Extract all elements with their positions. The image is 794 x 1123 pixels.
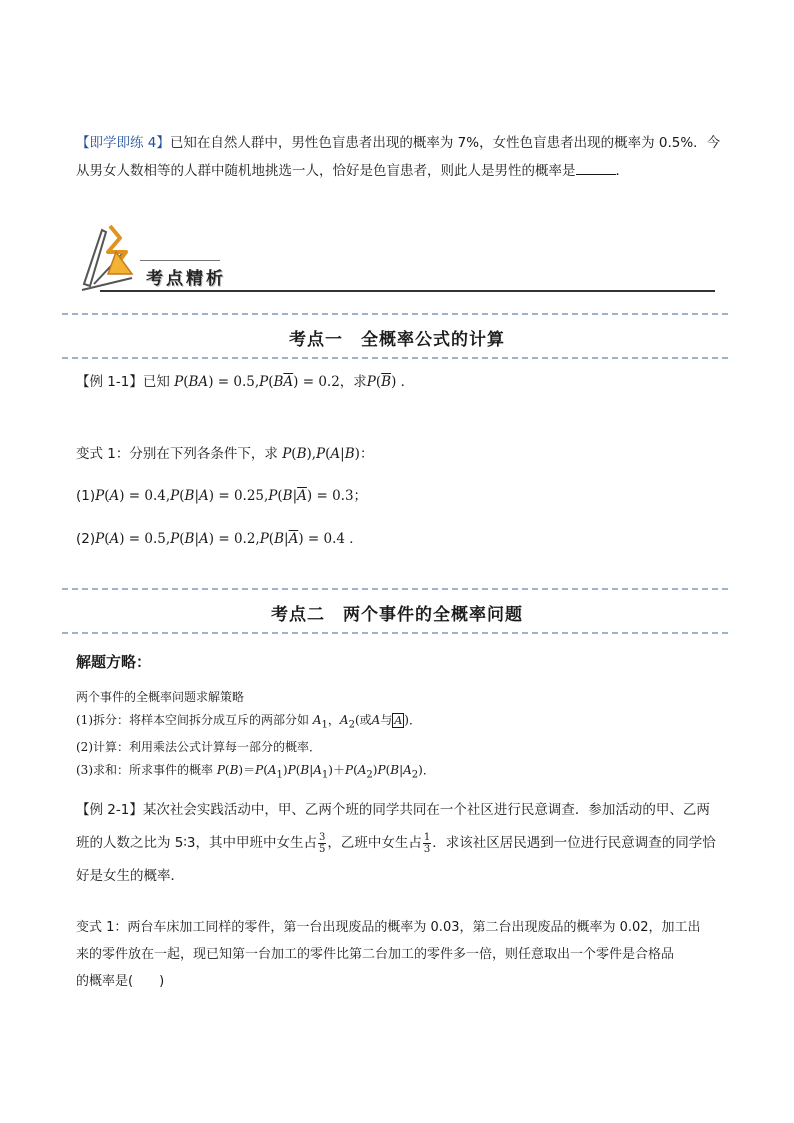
example-2-1-line-1: 【例 2-1】某次社会实践活动中，甲、乙两个班的同学共同在一个社区进行民意调查．参加活动的甲、乙两 [76, 802, 710, 818]
dashed-divider [62, 632, 728, 634]
example-2-1-line-3: 好是女生的概率． [76, 868, 184, 884]
dashed-divider [62, 357, 728, 359]
practice-text-2: 从男女人数相等的人群中随机地挑选一人，恰好是色盲患者，则此人是男性的概率是 [76, 163, 576, 179]
formula: $P(A) = 0.5,P(B|A) = 0.2,P(B|\overline{A}) = 0.4$ [95, 531, 345, 547]
tools-icon [80, 222, 140, 294]
strategy-step-2: (2)计算：利用乘法公式计算每一部分的概率． [76, 740, 321, 755]
section-1-title: 考点一 全概率公式的计算 [289, 330, 505, 350]
example-2-1 [76, 794, 726, 893]
variant-2-line-1: 变式 1：两台车床加工同样的零件，第一台出现废品的概率为 0.03，第二台出现废品的概率为 0.02，加工出 [76, 920, 701, 935]
formula: $P(A) = 0.4,P(B|A) = 0.25,P(B|\overline{A}) = 0.3$ [95, 488, 354, 504]
answer-blank [576, 160, 616, 175]
strategy-list [76, 686, 726, 787]
variant-1-item-2: $(2)P(A) = 0.5,P(B|A) = 0.2,P(B|\overline{A}) = 0.4$ ． [76, 531, 363, 547]
variant-2-line-3: 的概率是( ) [76, 974, 165, 989]
banner-rule [100, 290, 715, 292]
example-1-1-tag: 【例 1-1】 [76, 374, 143, 390]
variant-2-line-2: 来的零件放在一起，现已知第一台加工的零件比第二台加工的零件多一倍，则任意取出一个零件是合格品 [76, 947, 675, 962]
practice-text-1: 已知在自然人群中，男性色盲患者出现的概率为 7%，女性色盲患者出现的概率为 0.5%．今 [169, 135, 721, 151]
strategy-title: 两个事件的全概率问题求解策略 [76, 690, 245, 704]
dashed-divider [62, 588, 728, 590]
variant-1-item-1: $(1)P(A) = 0.4,P(B|A) = 0.25,P(B|\overline{A}) = 0.3$； [76, 488, 368, 504]
example-1-1: 【例 1-1】已知 $P(BA) = 0.5,P(B\overline{A}) = 0.2$，求$P(\overline{B})$ ． [76, 374, 415, 390]
variant-2 [76, 914, 726, 995]
banner-title: 考点精析 [146, 269, 226, 289]
fraction: $\frac{1}{3}$ [423, 831, 431, 855]
formula: $P(BA) = 0.5,P(B\overline{A}) = 0.2$ [174, 374, 340, 390]
variant-1: 变式 1：分别在下列各条件下，求 P(B),P(A|B)： [76, 446, 374, 462]
fraction: $\frac{3}{5}$ [318, 831, 326, 855]
practice-line-2: 从男女人数相等的人群中随机地挑选一人，恰好是色盲患者，则此人是男性的概率是 ． [76, 157, 726, 185]
practice-line-1 [76, 129, 726, 157]
example-2-1-line-2: 班的人数之比为 5∶3，其中甲班中女生占 $\frac{3}{5}$ ，乙班中女生占 $\frac{1}{3}$ ．求该社区居民遇到一位进行民意调查的同学恰 [76, 831, 716, 855]
strategy-step-3: (3)求和：所求事件的概率 $P(B)=P(A_1)P(B|A_1)+P(A_2)P(B|A_2)$． [76, 763, 435, 781]
formula: P(B),P(A|B) [282, 446, 360, 462]
strategy-heading: 解题方略： [76, 653, 152, 671]
practice-tag: 【即学即练 4】 [76, 135, 170, 151]
strategy-step-1: (1)拆分：将样本空间拆分成互斥的两部分如 $A_1$，$A_2$(或A与 A )． [76, 713, 421, 731]
section-banner [80, 222, 720, 297]
banner-underline-top [140, 260, 220, 261]
practice-problem [76, 129, 726, 185]
section-2-title: 考点二 两个事件的全概率问题 [271, 605, 523, 625]
dashed-divider [62, 313, 728, 315]
